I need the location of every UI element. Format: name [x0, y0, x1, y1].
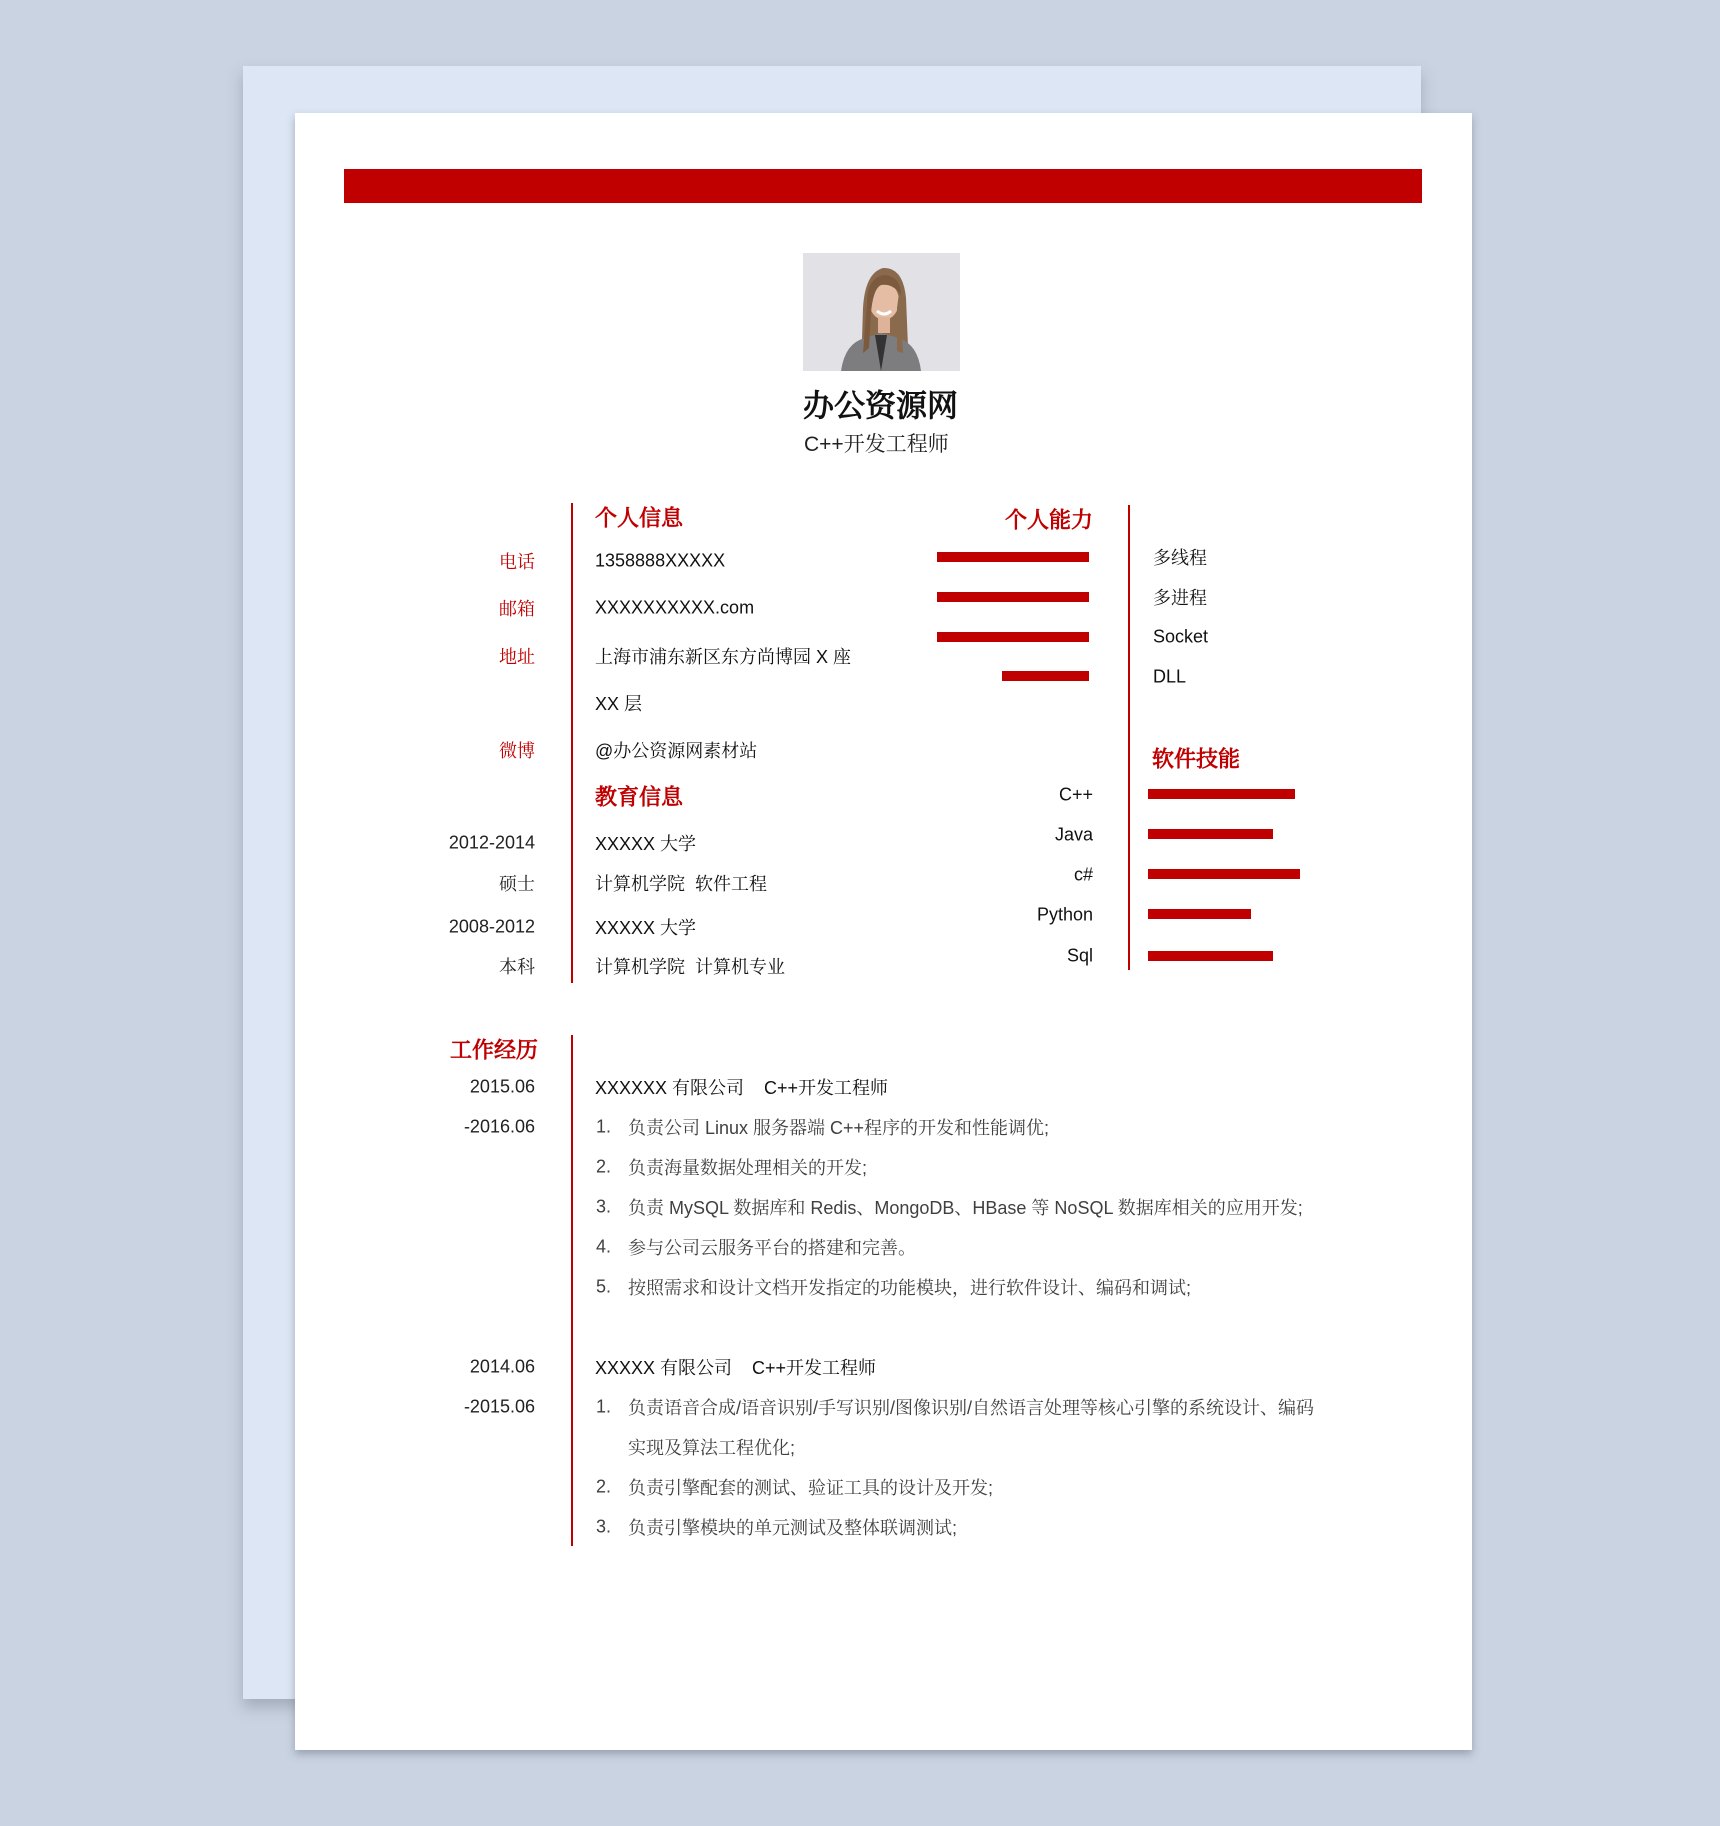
ability-bar: [937, 552, 1089, 562]
value-email: XXXXXXXXXX.com: [595, 597, 755, 618]
candidate-name: 办公资源网: [803, 388, 958, 424]
skill-bar: [1148, 789, 1295, 799]
ability-label: DLL: [1153, 666, 1187, 687]
education-school: XXXXX 大学: [595, 834, 697, 854]
education-school: XXXXX 大学: [595, 918, 697, 938]
job-title: C++开发工程师: [804, 433, 949, 456]
skill-label: C++: [1058, 784, 1093, 805]
duty-text: 负责语音合成/语音识别/手写识别/图像识别/自然语言处理等核心引擎的系统设计、编码: [628, 1398, 1314, 1418]
job-start-date: 2015.06: [469, 1076, 535, 1097]
skill-bar: [1148, 951, 1273, 961]
education-major: 计算机学院 计算机专业: [595, 957, 786, 977]
duty-number: 4.: [596, 1236, 612, 1257]
duty-text: 按照需求和设计文档开发指定的功能模块，进行软件设计、编码和调试;: [628, 1278, 1191, 1298]
duty-text: 负责 MySQL 数据库和 Redis、MongoDB、HBase 等 NoSQL 数据库相关的应用开发;: [628, 1198, 1303, 1218]
education-major: 计算机学院 软件工程: [595, 874, 768, 894]
education-period: 2012-2014: [448, 832, 535, 853]
skill-bar: [1148, 909, 1251, 919]
duty-number: 2.: [596, 1156, 612, 1177]
ability-label: Socket: [1153, 626, 1209, 647]
value-address: 上海市浦东新区东方尚博园 X 座: [595, 647, 852, 667]
section-title-personal-info: 个人信息: [595, 505, 684, 531]
job-end-date: -2016.06: [463, 1116, 535, 1137]
ability-bar: [1002, 671, 1089, 681]
value-weibo: @办公资源网素材站: [595, 741, 758, 761]
duty-text: 负责引擎模块的单元测试及整体联调测试;: [628, 1518, 957, 1538]
skill-bar: [1148, 829, 1273, 839]
value-address-line2: XX 层: [595, 694, 643, 714]
duty-number: 3.: [596, 1516, 612, 1537]
duty-number: 5.: [596, 1276, 612, 1297]
label-phone: 电话: [499, 552, 535, 572]
education-degree: 硕士: [499, 874, 535, 894]
ability-label: 多线程: [1153, 548, 1207, 568]
duty-number: 2.: [596, 1476, 612, 1497]
ability-bar: [937, 632, 1089, 642]
duty-number: 1.: [596, 1116, 612, 1137]
section-title-work-experience: 工作经历: [450, 1037, 539, 1063]
duty-text: 参与公司云服务平台的搭建和完善。: [628, 1238, 916, 1258]
label-address: 地址: [499, 647, 535, 667]
job-end-date: -2015.06: [463, 1396, 535, 1417]
skill-label: Java: [1054, 824, 1093, 845]
timeline-line-work: [571, 1035, 573, 1546]
duty-text: 负责引擎配套的测试、验证工具的设计及开发;: [628, 1478, 993, 1498]
label-email: 邮箱: [499, 599, 535, 619]
section-title-education: 教育信息: [595, 784, 684, 810]
duty-text: 负责公司 Linux 服务器端 C++程序的开发和性能调优;: [628, 1118, 1050, 1138]
job-heading: XXXXXX 有限公司 C++开发工程师: [595, 1078, 889, 1098]
skill-label: Python: [1036, 904, 1093, 925]
skill-bar: [1148, 869, 1300, 879]
profile-photo: [803, 253, 960, 371]
value-phone: 1358888XXXXX: [595, 550, 726, 571]
timeline-line-top: [571, 503, 573, 983]
education-period: 2008-2012: [448, 916, 535, 937]
ability-label: 多进程: [1153, 588, 1207, 608]
duty-text-continuation: 实现及算法工程优化;: [628, 1438, 796, 1458]
section-title-abilities: 个人能力: [1004, 507, 1093, 533]
label-weibo: 微博: [499, 741, 535, 761]
header-red-bar: [344, 169, 1422, 203]
person-portrait-icon: [803, 253, 960, 371]
duty-number: 3.: [596, 1196, 612, 1217]
divider-line-skills: [1128, 505, 1130, 970]
skill-label: c#: [1073, 864, 1093, 885]
ability-bar: [937, 592, 1089, 602]
job-start-date: 2014.06: [469, 1356, 535, 1377]
job-heading: XXXXX 有限公司 C++开发工程师: [595, 1358, 877, 1378]
education-degree: 本科: [499, 957, 535, 977]
skill-label: Sql: [1066, 945, 1093, 966]
section-title-software-skills: 软件技能: [1152, 746, 1241, 772]
duty-text: 负责海量数据处理相关的开发;: [628, 1158, 867, 1178]
duty-number: 1.: [596, 1396, 612, 1417]
